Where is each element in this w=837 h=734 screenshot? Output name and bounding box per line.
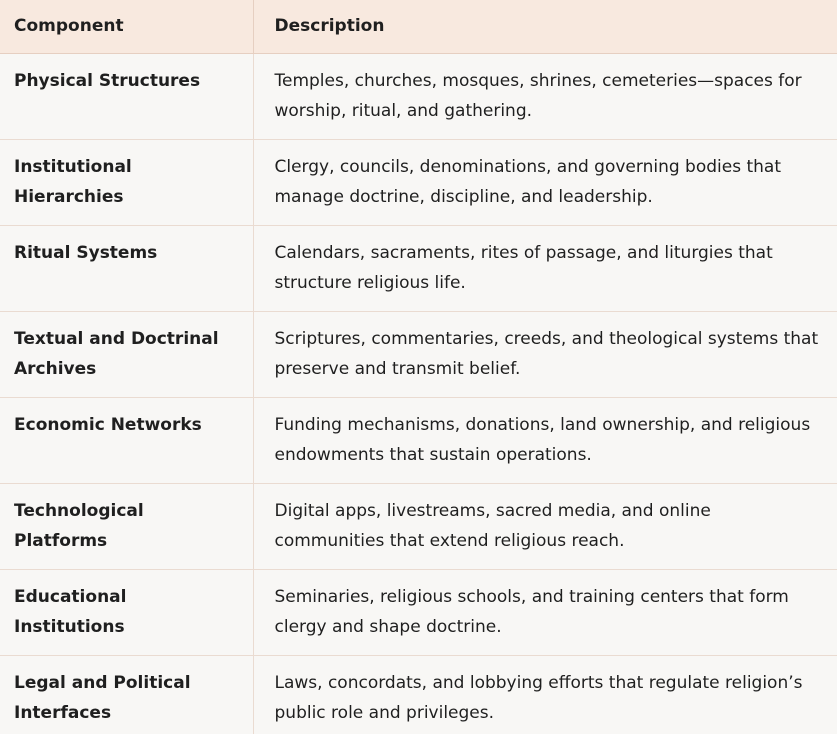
row-description: Calendars, sacraments, rites of passage, and liturgies that structure religious life. <box>253 225 837 311</box>
row-description: Clergy, councils, denominations, and governing bodies that manage doctrine, discipline, and leadership. <box>253 139 837 225</box>
table-row <box>0 483 837 569</box>
row-description: Temples, churches, mosques, shrines, cemeteries—spaces for worship, ritual, and gathering. <box>253 53 837 139</box>
row-component: Economic Networks <box>0 397 253 483</box>
row-description: Seminaries, religious schools, and training centers that form clergy and shape doctrine. <box>253 569 837 655</box>
header-component: Component <box>0 0 253 53</box>
row-component: Legal and Political Interfaces <box>14 672 191 723</box>
table-row <box>0 311 837 397</box>
row-component: Institutional Hierarchies <box>0 139 253 225</box>
row-component: Textual and Doctrinal Archives <box>0 311 253 397</box>
row-description: Digital apps, livestreams, sacred media, and online communities that extend religious reach. <box>253 483 837 569</box>
table-row <box>0 139 837 225</box>
header-description: Description <box>253 0 837 53</box>
row-description: Laws, concordats, and lobbying efforts that regulate religion’s public role and privileges. <box>253 655 837 734</box>
row-component: Physical Structures <box>0 53 253 139</box>
table-row <box>0 53 837 139</box>
table-row <box>0 225 837 311</box>
row-component: Educational Institutions <box>0 569 253 655</box>
header-row <box>0 0 837 53</box>
table-row <box>0 655 837 734</box>
table-header <box>0 0 837 53</box>
row-description: Scriptures, commentaries, creeds, and theological systems that preserve and transmit belief. <box>253 311 837 397</box>
table-row <box>0 569 837 655</box>
table-row <box>0 397 837 483</box>
table-body <box>0 53 837 734</box>
row-description: Funding mechanisms, donations, land ownership, and religious endowments that sustain operations. <box>253 397 837 483</box>
row-component: Ritual Systems <box>0 225 253 311</box>
row-component: Technological Platforms <box>0 483 253 569</box>
